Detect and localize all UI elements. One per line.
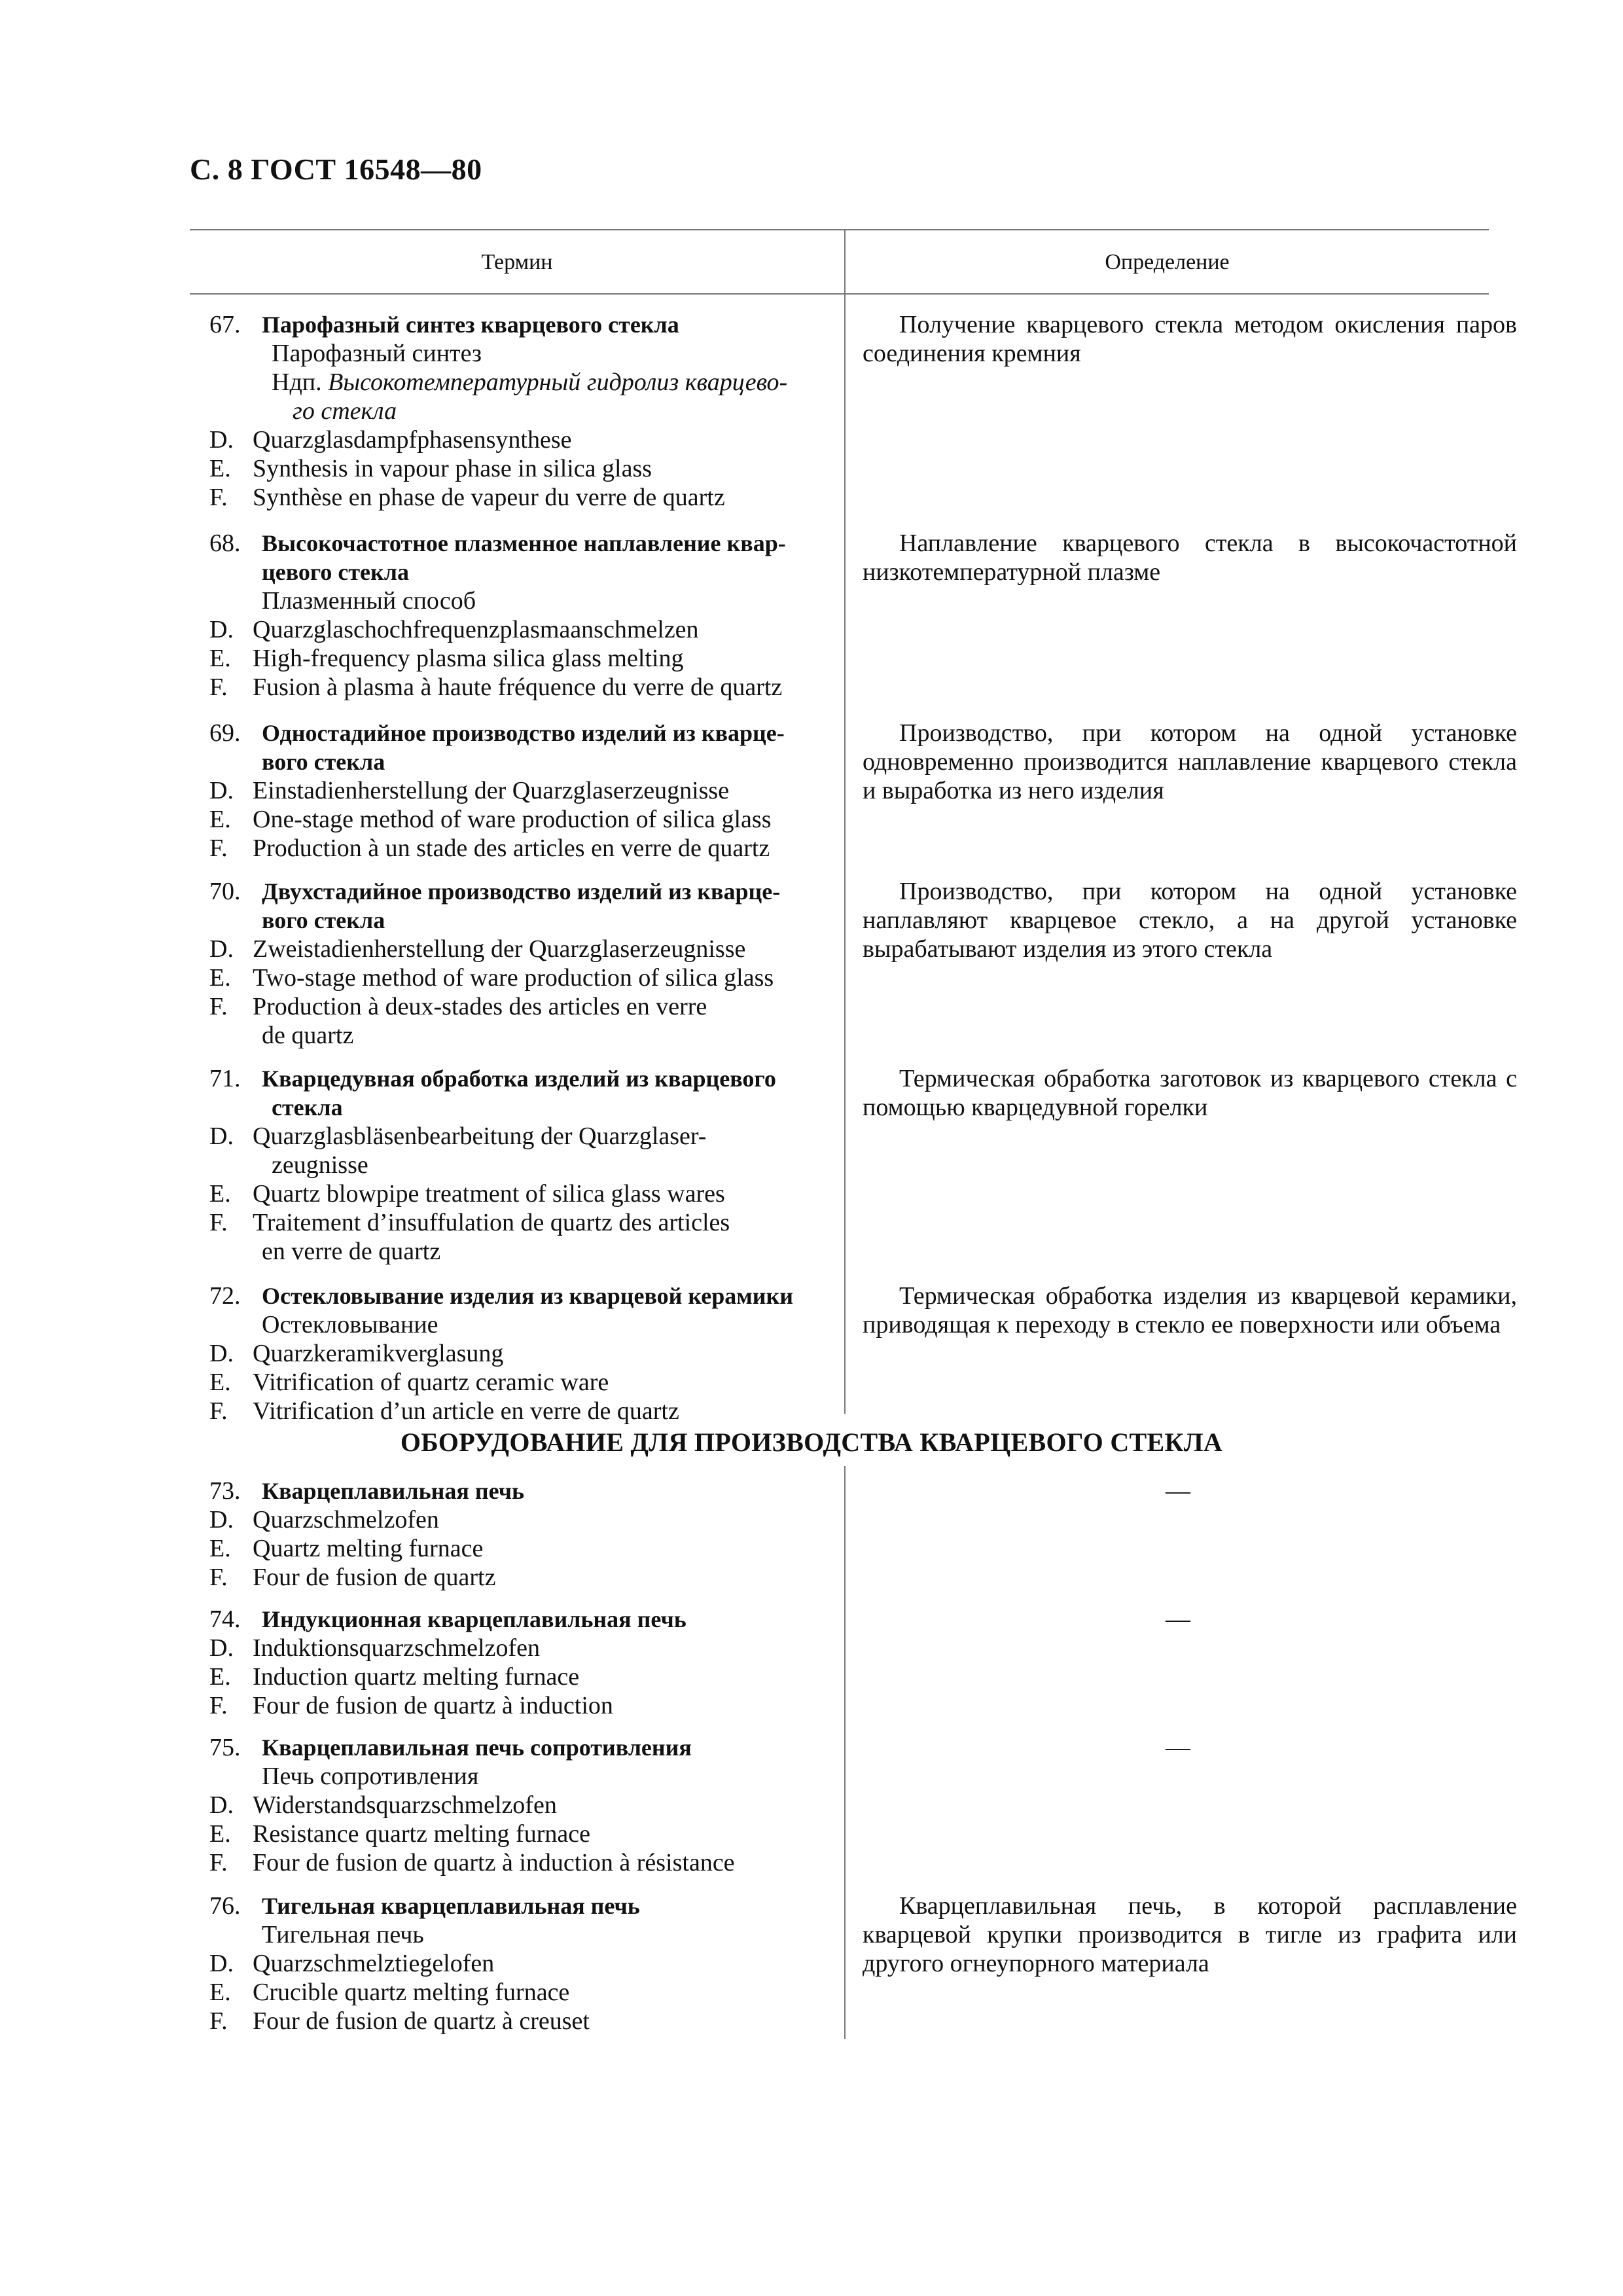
entry-number: 76. — [209, 1892, 241, 1920]
term-entry-74 — [209, 1605, 851, 1720]
ndp-term-cont: го стекла — [293, 397, 397, 425]
lang-label-fr: F. — [209, 484, 228, 511]
term-title: Остекловывание изделия из кварцевой керамики — [262, 1283, 793, 1309]
term-title-cont: вого стекла — [262, 749, 385, 775]
term-en: Resistance quartz melting furnace — [253, 1820, 590, 1848]
term-fr-cont: en verre de quartz — [262, 1238, 441, 1265]
lang-label-de: D. — [209, 935, 234, 963]
term-en: High-frequency plasma silica glass melting — [253, 645, 684, 672]
term-de: Widerstandsquarzschmelzofen — [253, 1791, 557, 1819]
term-entry-68 — [209, 529, 851, 702]
term-title: Двухстадийное производство изделий из кварце- — [262, 878, 781, 905]
entry-number: 68. — [209, 529, 241, 557]
term-de: Quarzschmelzofen — [253, 1506, 439, 1534]
term-de: Quarzkeramikverglasung — [253, 1340, 504, 1367]
term-fr: Four de fusion de quartz à induction à résistance — [253, 1849, 735, 1876]
definition-75-dash: — — [1166, 1734, 1190, 1761]
term-title: Индукционная кварцеплавильная печь — [262, 1606, 687, 1632]
lang-label-en: E. — [209, 964, 231, 992]
term-de: Einstadienherstellung der Quarzglaserzeugnisse — [253, 777, 730, 804]
term-entry-71 — [209, 1064, 851, 1266]
term-en: Induction quartz melting furnace — [253, 1663, 580, 1691]
term-title-cont: стекла — [272, 1094, 343, 1121]
term-title: Одностадийное производство изделий из кварце- — [262, 720, 785, 746]
lang-label-en: E. — [209, 1180, 231, 1208]
term-de: Zweistadienherstellung der Quarzglaserzeugnisse — [253, 935, 746, 963]
term-en: Quartz blowpipe treatment of silica glass wares — [253, 1180, 725, 1208]
lang-label-de: D. — [209, 426, 234, 454]
definition-68: Наплавление кварцевого стекла в высокочастотной низкотемпературной плазме — [863, 529, 1517, 586]
term-entry-67 — [209, 310, 851, 512]
term-synonym: Остекловывание — [262, 1311, 438, 1338]
term-entry-76 — [209, 1892, 851, 2036]
entry-number: 72. — [209, 1282, 241, 1310]
term-entry-69 — [209, 719, 851, 863]
lang-label-fr: F. — [209, 2007, 228, 2035]
lang-label-fr: F. — [209, 1692, 228, 1719]
lang-label-en: E. — [209, 1369, 231, 1396]
term-fr: Production à deux-stades des articles en verre — [253, 993, 707, 1020]
ndp-label: Ндп. — [272, 368, 322, 396]
definition-71: Термическая обработка заготовок из кварцевого стекла с помощью кварцедувной горелки — [863, 1065, 1517, 1121]
term-fr: Four de fusion de quartz à creuset — [253, 2007, 590, 2035]
term-title: Кварцедувная обработка изделий из кварцевого — [262, 1066, 776, 1092]
term-entry-70 — [209, 877, 851, 1050]
lang-label-fr: F. — [209, 1209, 228, 1236]
entry-number: 73. — [209, 1477, 241, 1505]
definition-72: Термическая обработка изделия из кварцевой керамики, приводящая к переходу в стекло ее поверхности или объема — [863, 1282, 1517, 1338]
term-title-cont: цевого стекла — [262, 559, 409, 585]
term-synonym: Парофазный синтез — [272, 340, 482, 367]
term-de-cont: zeugnisse — [272, 1151, 368, 1179]
lang-label-fr: F. — [209, 1397, 228, 1425]
ndp-term: Высокотемпературный гидролиз кварцево- — [328, 368, 788, 396]
lang-label-de: D. — [209, 616, 234, 643]
term-en: Two-stage method of ware production of silica glass — [253, 964, 774, 992]
term-fr: Vitrification d’un article en verre de quartz — [253, 1397, 679, 1425]
term-title-cont: вого стекла — [262, 907, 385, 933]
term-synonym: Тигельная печь — [262, 1921, 424, 1948]
term-fr: Synthèse en phase de vapeur du verre de quartz — [253, 484, 725, 511]
lang-label-fr: F. — [209, 993, 228, 1020]
lang-label-fr: F. — [209, 1849, 228, 1876]
term-fr: Four de fusion de quartz à induction — [253, 1692, 613, 1719]
term-de: Quarzschmelztiegelofen — [253, 1950, 495, 1977]
definition-73-dash: — — [1166, 1477, 1190, 1505]
lang-label-en: E. — [209, 1979, 231, 2006]
definition-69: Производство, при котором на одной установке одновременно производится наплавление кварцевого стекла и выработка из него изделия — [863, 719, 1517, 804]
term-entry-72 — [209, 1282, 851, 1426]
term-en: Synthesis in vapour phase in silica glass — [253, 455, 652, 482]
lang-label-de: D. — [209, 1791, 234, 1819]
definition-67: Получение кварцевого стекла методом окисления паров соединения кремния — [863, 311, 1517, 367]
definition-76: Кварцеплавильная печь, в которой расплавление кварцевой крупки производится в тигле из графита или другого огнеупорного материала — [863, 1892, 1517, 1977]
term-title: Тигельная кварцеплавильная печь — [262, 1893, 640, 1919]
lang-label-en: E. — [209, 645, 231, 672]
lang-label-de: D. — [209, 1340, 234, 1367]
lang-label-en: E. — [209, 1820, 231, 1848]
term-en: Vitrification of quartz ceramic ware — [253, 1369, 609, 1396]
term-en: Quartz melting furnace — [253, 1535, 484, 1562]
term-fr: Production à un stade des articles en verre de quartz — [253, 834, 770, 862]
term-de: Quarzglasbläsenbearbeitung der Quarzglaser- — [253, 1122, 707, 1150]
term-de: Quarzglasdampfphasensynthese — [253, 426, 572, 454]
lang-label-en: E. — [209, 1663, 231, 1691]
lang-label-de: D. — [209, 1950, 234, 1977]
term-synonym: Плазменный способ — [262, 587, 476, 615]
lang-label-fr: F. — [209, 673, 228, 701]
lang-label-en: E. — [209, 1535, 231, 1562]
term-de: Induktionsquarzschmelzofen — [253, 1634, 540, 1662]
term-synonym: Печь сопротивления — [262, 1763, 479, 1790]
lang-label-de: D. — [209, 1634, 234, 1662]
term-entry-75 — [209, 1733, 851, 1877]
column-header-definition: Определение — [1105, 250, 1230, 274]
lang-label-de: D. — [209, 777, 234, 804]
entry-number: 69. — [209, 719, 241, 747]
term-de: Quarzglaschochfrequenzplasmaanschmelzen — [253, 616, 699, 643]
table-header-rule — [190, 293, 1489, 295]
term-title: Кварцеплавильная печь — [262, 1478, 525, 1504]
entry-number: 71. — [209, 1065, 241, 1092]
lang-label-de: D. — [209, 1122, 234, 1150]
term-en: One-stage method of ware production of silica glass — [253, 806, 772, 833]
term-fr-cont: de quartz — [262, 1022, 354, 1049]
column-header-term: Термин — [481, 250, 553, 274]
definition-70: Производство, при котором на одной установке наплавляют кварцевое стекло, а на другой установке вырабатывают изделия из этого стекла — [863, 878, 1517, 963]
lang-label-de: D. — [209, 1506, 234, 1534]
term-title: Высокочастотное плазменное наплавление квар- — [262, 530, 786, 556]
term-title: Парофазный синтез кварцевого стекла — [262, 312, 679, 338]
page-header: С. 8 ГОСТ 16548—80 — [190, 152, 482, 186]
term-fr: Traitement d’insuffulation de quartz des articles — [253, 1209, 730, 1236]
entry-number: 74. — [209, 1605, 241, 1633]
lang-label-en: E. — [209, 806, 231, 833]
term-title: Кварцеплавильная печь сопротивления — [262, 1734, 692, 1761]
term-fr: Fusion à plasma à haute fréquence du verre de quartz — [253, 673, 783, 701]
term-fr: Four de fusion de quartz — [253, 1564, 496, 1591]
lang-label-fr: F. — [209, 834, 228, 862]
lang-label-en: E. — [209, 455, 231, 482]
lang-label-fr: F. — [209, 1564, 228, 1591]
definition-74-dash: — — [1166, 1605, 1190, 1633]
entry-number: 70. — [209, 878, 241, 905]
table-top-rule — [190, 229, 1489, 230]
term-entry-73 — [209, 1477, 851, 1592]
term-en: Crucible quartz melting furnace — [253, 1979, 570, 2006]
entry-number: 67. — [209, 311, 241, 338]
entry-number: 75. — [209, 1734, 241, 1761]
section-title: ОБОРУДОВАНИЕ ДЛЯ ПРОИЗВОДСТВА КВАРЦЕВОГО СТЕКЛА — [400, 1427, 1223, 1457]
